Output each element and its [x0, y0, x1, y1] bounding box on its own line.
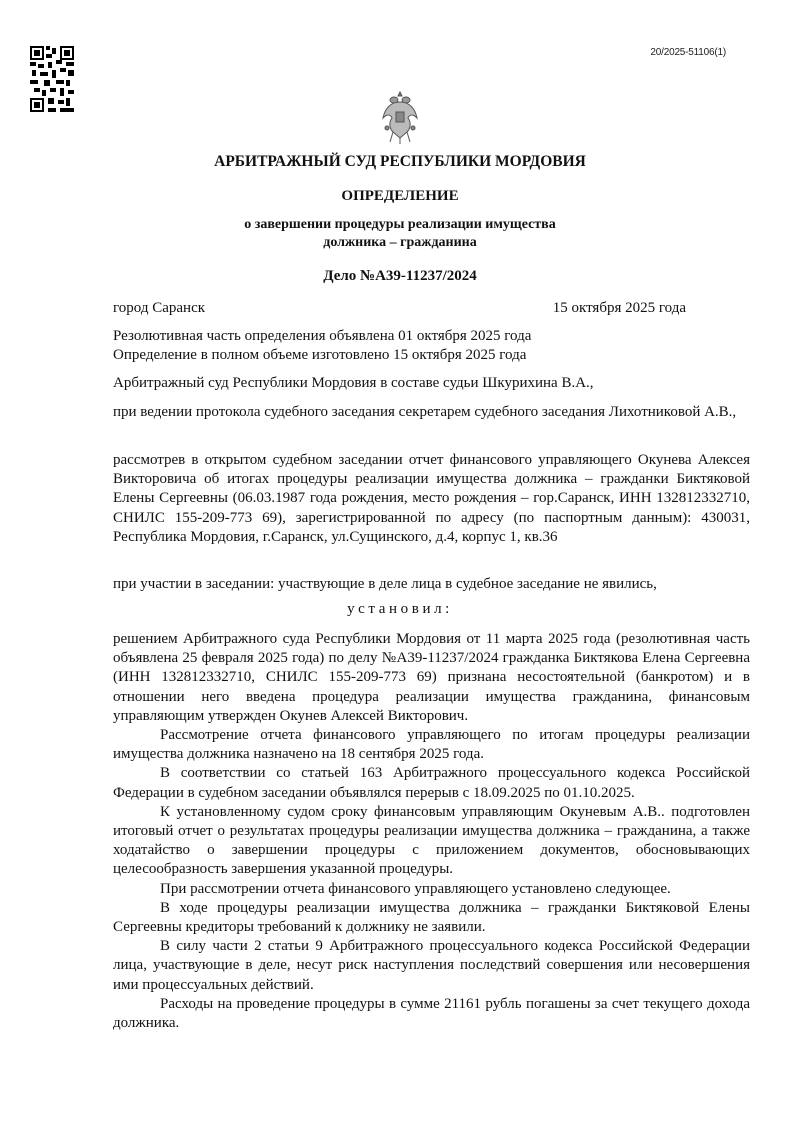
resolution-announced: Резолютивная часть определения объявлена 01 октября 2025 года	[113, 328, 532, 344]
participants-text: при участии в заседании: участвующие в деле лица в судебное заседание не явились,	[113, 576, 657, 592]
qr-code-icon	[30, 46, 74, 112]
document-subject	[0, 216, 800, 252]
document-date: 15 октября 2025 года	[552, 300, 686, 316]
case-number: Дело №А39-11237/2024	[323, 268, 477, 284]
body-paragraph: В соответствии со статьей 163 Арбитражного процессуального кодекса Российской Федерации в судебном заседании объявлялся перерыв с 18.09.2025 по 01.10.2025.	[113, 765, 750, 801]
body-paragraph: В ходе процедуры реализации имущества должника – гражданки Биктяковой Елены Сергеевны кредиторы требований к должнику не заявили.	[113, 899, 750, 936]
body-paragraph: В силу части 2 статьи 9 Арбитражного процессуального кодекса Российской Федерации лица, участвующие в деле, несут риск наступления последствий совершения или несовершения ими процессуальных действий.	[113, 938, 750, 993]
considered-text: рассмотрев в открытом судебном заседании отчет финансового управляющего Окунева Алексея Викторовича об итогах процедуры реализации имущества должника – гражданки Биктяковой Елены Сергеевны (06.03.1987 года рождения, место рождения – гор.Саранск, ИНН 132812332710, СНИЛС 155-209-773 69), зарегистрированной по адресу (по паспортным данным): 430031, Республика Мордовия, г.Саранск, ул.Сущинского, д.4, корпус 1, кв.36	[113, 452, 750, 545]
coat-of-arms-icon	[381, 88, 419, 146]
court-name: АРБИТРАЖНЫЙ СУД РЕСПУБЛИКИ МОРДОВИЯ	[214, 153, 586, 170]
court-composition	[113, 374, 750, 393]
city: город Саранск	[113, 300, 206, 316]
body-paragraph: При рассмотрении отчета финансового управляющего установлено следующее.	[160, 880, 671, 897]
body-paragraph: Расходы на проведение процедуры в сумме 21161 рубль погашены за счет текущего дохода должника.	[113, 995, 750, 1032]
body-paragraph: Рассмотрение отчета финансового управляющего по итогам процедуры реализации имущества должника назначено на 18 сентября 2025 года.	[113, 727, 750, 763]
intro-dates	[113, 327, 750, 365]
secretary-paragraph	[113, 403, 750, 422]
full-text-made: Определение в полном объеме изготовлено 15 октября 2025 года	[113, 347, 527, 364]
body-text	[113, 630, 750, 1033]
document-number: 20/2025-51106(1)	[650, 47, 726, 58]
body-paragraph: К установленному судом сроку финансовым управляющим Окуневым А.В.. подготовлен итоговый отчет о результатах процедуры реализации имущества должника – гражданина, а также ходатайство о завершении процедуры с приложением документов, обосновывающих целесообразность завершения указанной процедуры.	[113, 803, 750, 878]
document-kind: ОПРЕДЕЛЕНИЕ	[341, 188, 459, 204]
established-heading: установил:	[347, 601, 453, 617]
considered-paragraph	[113, 451, 750, 547]
composition-text: Арбитражный суд Республики Мордовия в составе судьи Шкурихина В.А.,	[113, 375, 594, 391]
secretary-text: при ведении протокола судебного заседания секретарем судебного заседания Лихотниковой А.В.,	[113, 404, 737, 420]
subject-line-2: должника – гражданина	[323, 235, 477, 250]
body-paragraph: решением Арбитражного суда Республики Мордовия от 11 марта 2025 года (резолютивная часть объявлена 25 февраля 2025 года) по делу №А39-11237/2024 гражданка Биктякова Елена Сергеевна (ИНН 132812332710, СНИЛС 155-209-773 69) признана несостоятельной (банкротом) и в отношении него введена процедура реализации имущества гражданина, финансовым управляющим утвержден Окунев Алексей Викторович.	[113, 631, 750, 724]
subject-line-1: о завершении процедуры реализации имущества	[244, 217, 556, 232]
participants-paragraph	[113, 575, 750, 594]
